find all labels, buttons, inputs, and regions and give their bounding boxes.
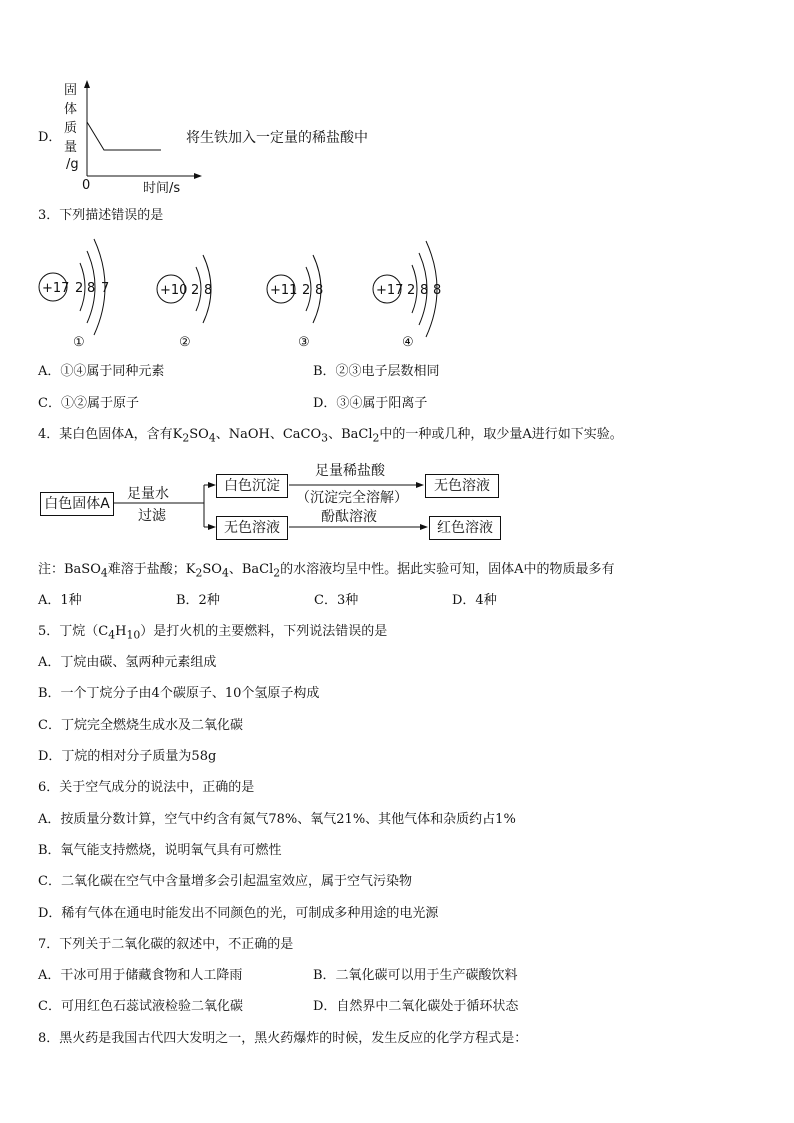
q6-option-b: B．氧气能支持燃烧，说明氧气具有可燃性 bbox=[38, 843, 282, 858]
q3-option-d: D．③④属于阳离子 bbox=[313, 396, 428, 411]
q5-stem: 5．丁烷$(C_4H_{10})$是打火机的主要燃料，下列说法错误的是 bbox=[38, 624, 388, 642]
q3-option-b: B．②③电子层数相同 bbox=[313, 364, 440, 379]
flow-indicator-label: 酚酞溶液 bbox=[321, 509, 377, 525]
q8-stem: 8．黑火药是我国古代四大发明之一，黑火药爆炸的时候，发生反应的化学方程式是： bbox=[38, 1031, 528, 1046]
q2-option-d-label: D． bbox=[38, 130, 62, 145]
q3-option-c: C．①②属于原子 bbox=[38, 396, 139, 411]
atom-3-diagram bbox=[267, 255, 323, 323]
q4-option-a: A．1种 bbox=[38, 593, 82, 608]
flow-filtrate-box: 无色溶液 bbox=[216, 516, 288, 540]
q7-option-d: D．自然界中二氧化碳处于循环状态 bbox=[313, 999, 519, 1014]
q5-option-d: D．丁烷的相对分子质量为58g bbox=[38, 749, 217, 764]
q3-option-a: A．①④属于同种元素 bbox=[38, 364, 165, 379]
q7-option-b: B．二氧化碳可以用于生产碳酸饮料 bbox=[313, 968, 518, 983]
x-axis-label: 时间/s bbox=[143, 181, 181, 196]
q6-stem: 6．关于空气成分的说法中，正确的是 bbox=[38, 780, 255, 795]
atom-1-nucleus-label: +17 bbox=[42, 281, 70, 296]
flow-step1-top-label: 足量水 bbox=[127, 486, 169, 502]
y-axis-char-3: 质 bbox=[64, 121, 78, 136]
atom-4-label: ④ bbox=[402, 335, 414, 350]
q4-option-b: B．2种 bbox=[176, 593, 220, 608]
atom-3-shell-1-electrons: 2 bbox=[302, 283, 311, 298]
origin-label: 0 bbox=[82, 178, 91, 193]
atom-1-shell-3-electrons: 7 bbox=[101, 281, 110, 296]
flow-arrows bbox=[0, 470, 794, 550]
q4-note: 注：BaSO$_4$难溶于盐酸；$K_2SO_4$、BaCl$_2$的水溶液均呈中性。据此实验可知，固体A中的物质最多有 bbox=[38, 562, 615, 580]
q7-stem: 7．下列关于二氧化碳的叙述中，不正确的是 bbox=[38, 937, 294, 952]
atom-4-diagram bbox=[373, 241, 441, 337]
q6-option-a: A．按质量分数计算，空气中约含有氮气78%、氧气21%、其他气体和杂质约占1% bbox=[38, 812, 516, 827]
q4-option-d: D．4种 bbox=[452, 593, 497, 608]
q6-option-c: C．二氧化碳在空气中含量增多会引起温室效应，属于空气污染物 bbox=[38, 874, 412, 889]
q5-option-c: C．丁烷完全燃烧生成水及二氧化碳 bbox=[38, 718, 243, 733]
q7-option-c: C．可用红色石蕊试液检验二氧化碳 bbox=[38, 999, 243, 1014]
y-axis-char-1: 固 bbox=[64, 83, 78, 98]
x-axis-arrow bbox=[194, 173, 202, 179]
atom-4-nucleus-label: +17 bbox=[376, 283, 404, 298]
q7-option-a: A．干冰可用于储藏食物和人工降雨 bbox=[38, 968, 243, 983]
atom-2-label: ② bbox=[179, 335, 191, 350]
atom-1-label: ① bbox=[73, 335, 85, 350]
q3-stem: 3．下列描述错误的是 bbox=[38, 208, 164, 223]
flow-acid-note: （沉淀完全溶解） bbox=[296, 490, 408, 506]
y-axis-arrow bbox=[84, 80, 90, 88]
flow-result2-box: 红色溶液 bbox=[429, 516, 501, 540]
atom-structure-diagrams bbox=[30, 235, 490, 345]
q5-option-a: A．丁烷由碳、氢两种元素组成 bbox=[38, 655, 217, 670]
q4-option-c: C．3种 bbox=[314, 593, 359, 608]
q2-option-d-desc: 将生铁加入一定量的稀盐酸中 bbox=[186, 130, 368, 146]
atom-2-diagram bbox=[157, 255, 212, 323]
q6-option-d: D．稀有气体在通电时能发出不同颜色的光，可制成多种用途的电光源 bbox=[38, 906, 439, 921]
atom-2-shell-1-electrons: 2 bbox=[191, 283, 200, 298]
atom-1-shell-2-electrons: 8 bbox=[87, 281, 96, 296]
atom-4-shell-3-electrons: 8 bbox=[433, 283, 442, 298]
flow-result1-box: 无色溶液 bbox=[425, 474, 499, 498]
atom-3-label: ③ bbox=[298, 335, 310, 350]
atom-3-nucleus-label: +11 bbox=[270, 283, 298, 298]
atom-2-shell-2-electrons: 8 bbox=[204, 283, 213, 298]
flow-acid-label: 足量稀盐酸 bbox=[315, 463, 385, 479]
flow-start-box: 白色固体A bbox=[40, 492, 114, 516]
atom-1-diagram bbox=[39, 239, 109, 335]
q5-option-b: B．一个丁烷分子由4个碳原子、10个氢原子构成 bbox=[38, 686, 320, 701]
q4-stem: 4．某白色固体A，含有$K_2SO_4$、NaOH、CaCO$_3$、BaCl$_2$中的一种或几种，取少量A进行如下实验。 bbox=[38, 427, 623, 445]
atom-3-shell-2-electrons: 8 bbox=[315, 283, 324, 298]
mass-curve bbox=[87, 122, 161, 150]
atom-4-shell-2-electrons: 8 bbox=[420, 283, 429, 298]
atom-1-shell-1-electrons: 2 bbox=[75, 281, 84, 296]
y-axis-char-4: 量 bbox=[64, 140, 78, 155]
y-axis-char-5: /g bbox=[66, 157, 79, 172]
atom-4-shell-1-electrons: 2 bbox=[407, 283, 416, 298]
y-axis-char-2: 体 bbox=[64, 102, 78, 117]
atom-2-nucleus-label: +10 bbox=[160, 283, 188, 298]
flow-step1-bottom-label: 过滤 bbox=[138, 508, 166, 524]
flow-precipitate-box: 白色沉淀 bbox=[216, 474, 288, 498]
